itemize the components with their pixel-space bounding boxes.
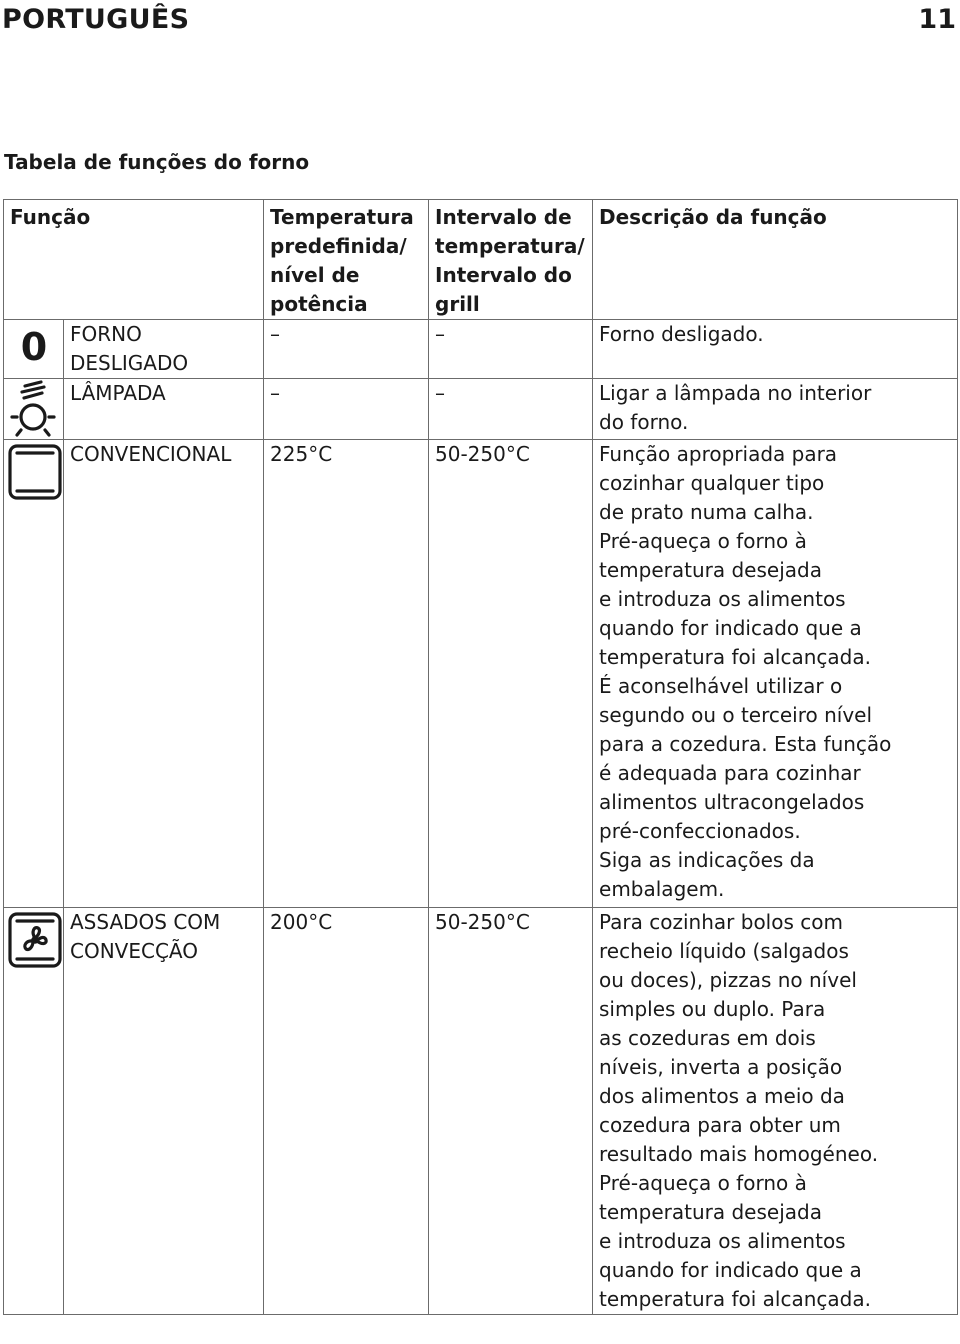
preset-temperature: – (264, 320, 429, 379)
description-line: Pré-aqueça o forno à (599, 529, 807, 553)
function-description (593, 440, 958, 908)
function-icon-cell (4, 908, 64, 1315)
function-name-line: CONVECÇÃO (70, 939, 198, 963)
function-name-line: DESLIGADO (70, 351, 189, 375)
column-header-line: Temperatura (270, 205, 414, 229)
description-line: Forno desligado. (599, 322, 764, 346)
description-line: quando for indicado que a (599, 616, 862, 640)
column-header-function (4, 200, 264, 320)
function-name-line: FORNO (70, 322, 142, 346)
description-line: Siga as indicações da (599, 848, 815, 872)
function-icon-cell (4, 320, 64, 379)
column-header-label: Função (10, 205, 91, 229)
description-line: é adequada para cozinhar (599, 761, 861, 785)
description-line: de prato numa calha. (599, 500, 814, 524)
description-line: segundo ou o terceiro nível (599, 703, 873, 727)
column-header-line: nível de (270, 263, 360, 287)
temperature-range: 50-250°C (429, 908, 593, 1315)
preset-temperature: 200°C (264, 908, 429, 1315)
temperature-range: – (429, 379, 593, 440)
function-icon-cell (4, 440, 64, 908)
description-line: Para cozinhar bolos com (599, 910, 843, 934)
description-line: cozinhar qualquer tipo (599, 471, 825, 495)
svg-text:0: 0 (20, 325, 48, 369)
function-name-line: CONVENCIONAL (70, 442, 232, 466)
page-number: 11 (918, 4, 956, 35)
description-line: para a cozedura. Esta função (599, 732, 892, 756)
description-line: alimentos ultracongelados (599, 790, 865, 814)
column-header-description (593, 200, 958, 320)
preset-temperature: 225°C (264, 440, 429, 908)
description-line: temperatura foi alcançada. (599, 645, 871, 669)
description-line: as cozeduras em dois (599, 1026, 816, 1050)
function-description (593, 320, 958, 379)
zero-icon (4, 320, 64, 378)
column-header-line: potência (270, 292, 368, 316)
description-line: embalagem. (599, 877, 725, 901)
function-name (64, 379, 264, 440)
description-line: cozedura para obter um (599, 1113, 841, 1137)
column-header-temperature (264, 200, 429, 320)
temperature-range: 50-250°C (429, 440, 593, 908)
column-header-range (429, 200, 593, 320)
oven-functions-table (3, 199, 958, 1315)
column-header-line: grill (435, 292, 480, 316)
function-icon-cell (4, 379, 64, 440)
table-row (4, 440, 958, 908)
description-line: recheio líquido (salgados (599, 939, 849, 963)
description-line: É aconselhável utilizar o (599, 674, 843, 698)
description-line: pré-confeccionados. (599, 819, 801, 843)
description-line: temperatura desejada (599, 558, 822, 582)
table-row (4, 908, 958, 1315)
table-row (4, 320, 958, 379)
description-line: ou doces), pizzas no nível (599, 968, 857, 992)
conventional-oven-icon (4, 440, 64, 498)
description-line: níveis, inverta a posição (599, 1055, 843, 1079)
column-header-line: temperatura/ (435, 234, 585, 258)
table-header-row (4, 200, 958, 320)
function-description (593, 379, 958, 440)
function-name-line: ASSADOS COM (70, 910, 221, 934)
description-line: simples ou duplo. Para (599, 997, 826, 1021)
description-line: Função apropriada para (599, 442, 838, 466)
column-header-line: Intervalo de (435, 205, 572, 229)
language-heading: PORTUGUÊS (2, 4, 190, 35)
function-name-line: LÂMPADA (70, 381, 166, 405)
description-line: Ligar a lâmpada no interior (599, 381, 872, 405)
description-line: e introduza os alimentos (599, 1229, 846, 1253)
function-name (64, 440, 264, 908)
section-title: Tabela de funções do forno (4, 150, 310, 174)
description-line: do forno. (599, 410, 689, 434)
description-line: e introduza os alimentos (599, 587, 846, 611)
description-line: quando for indicado que a (599, 1258, 862, 1282)
function-name (64, 320, 264, 379)
function-name (64, 908, 264, 1315)
column-header-line: Intervalo do (435, 263, 572, 287)
description-line: dos alimentos a meio da (599, 1084, 845, 1108)
lamp-icon (4, 379, 64, 437)
fan-oven-icon (4, 908, 64, 966)
function-description (593, 908, 958, 1315)
description-line: temperatura desejada (599, 1200, 822, 1224)
column-header-label: Descrição da função (599, 205, 827, 229)
temperature-range: – (429, 320, 593, 379)
page-header (0, 0, 960, 44)
description-line: resultado mais homogéneo. (599, 1142, 879, 1166)
preset-temperature: – (264, 379, 429, 440)
table-row (4, 379, 958, 440)
description-line: temperatura foi alcançada. (599, 1287, 871, 1311)
description-line: Pré-aqueça o forno à (599, 1171, 807, 1195)
column-header-line: predefinida/ (270, 234, 407, 258)
